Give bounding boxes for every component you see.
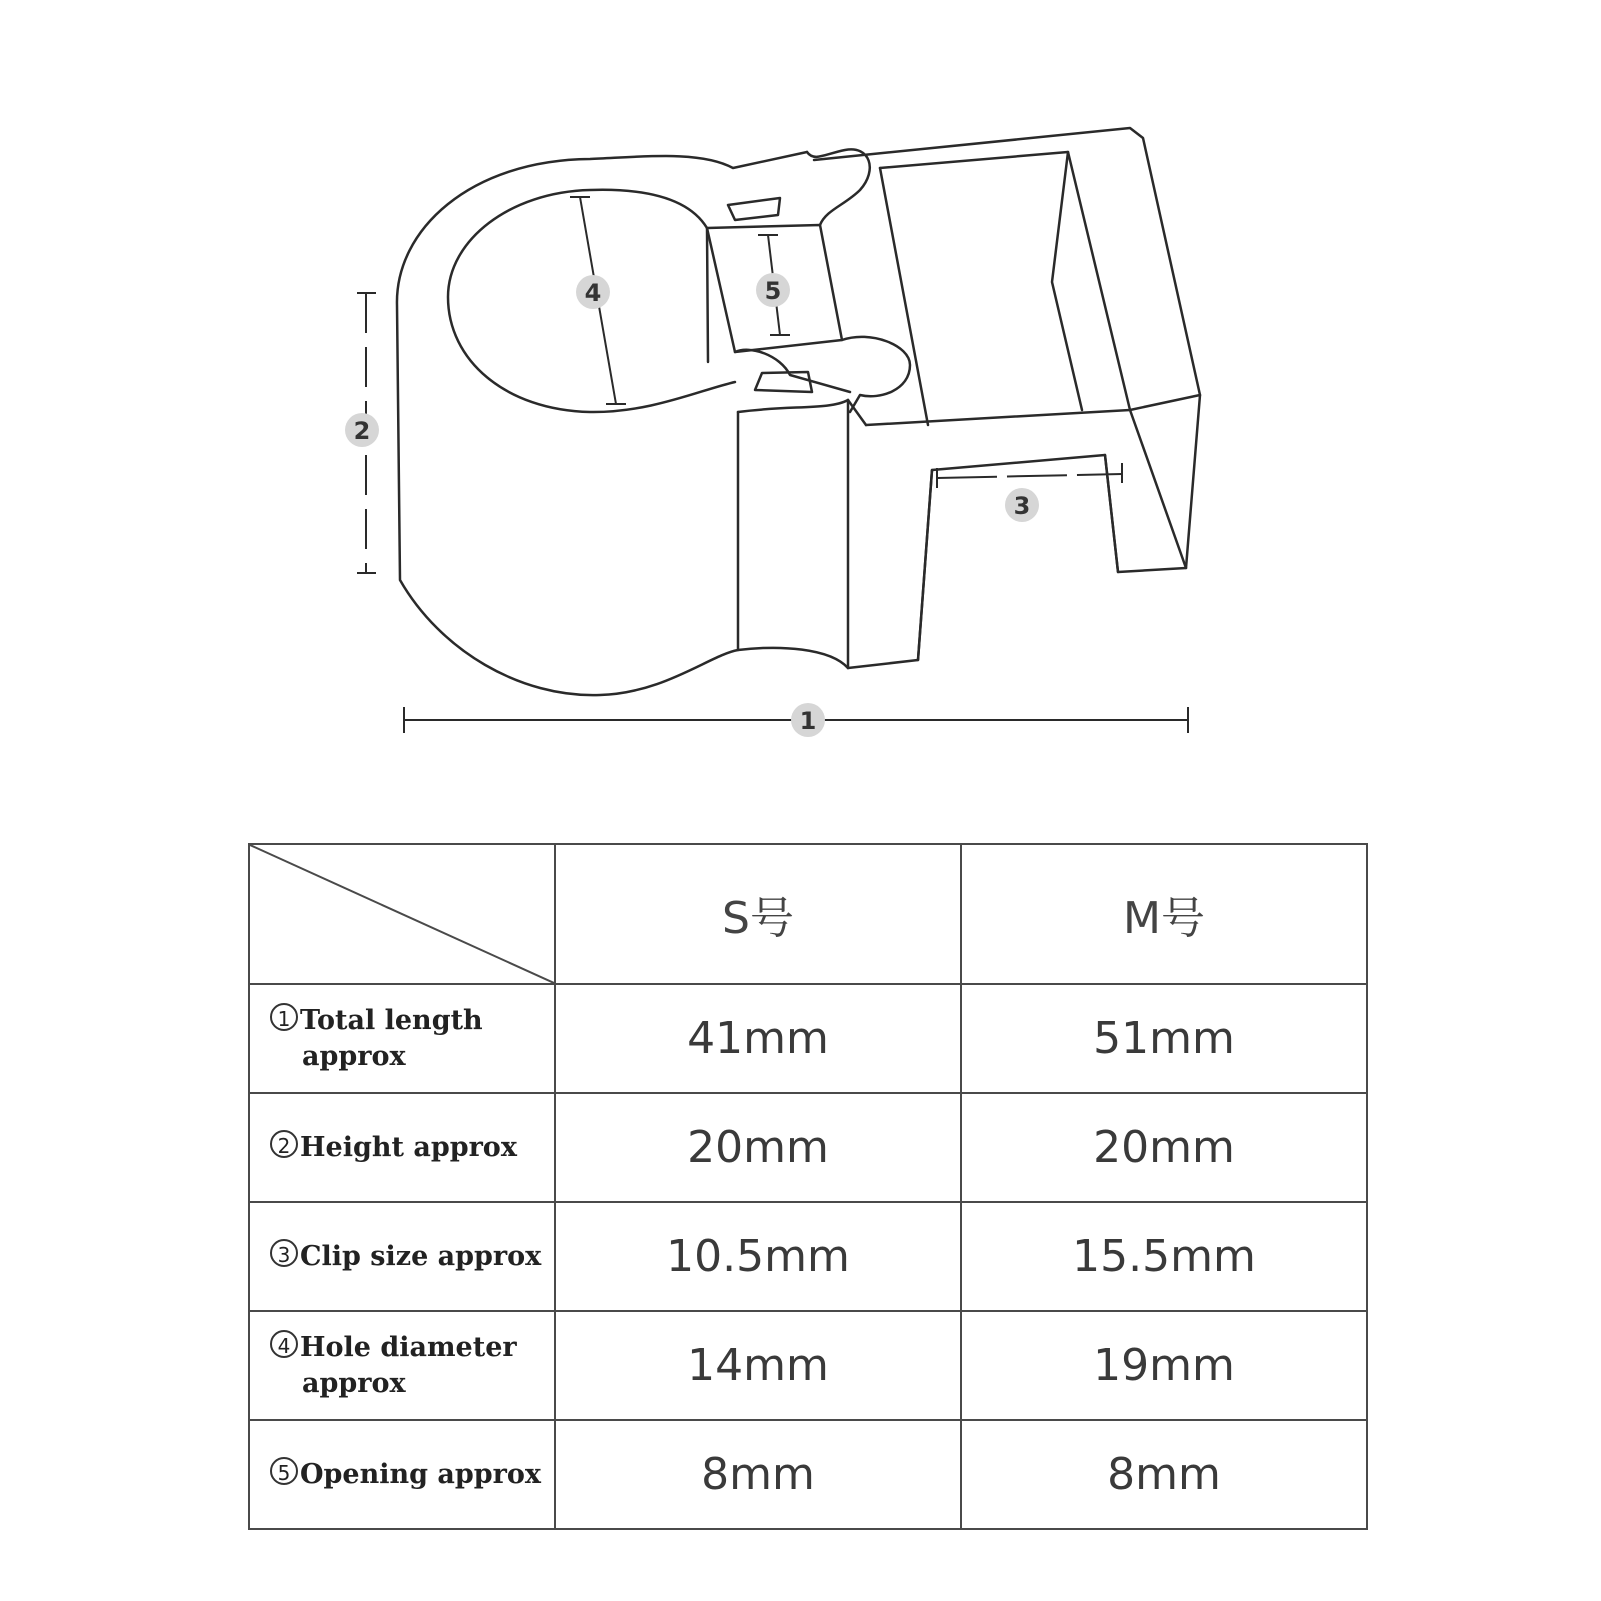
row-number: 1 (270, 1003, 298, 1031)
clip-ring-outline (397, 152, 848, 695)
column-header-m: M号 (961, 844, 1367, 984)
size-spec-table (248, 843, 1368, 1530)
value-s: 41mm (555, 984, 961, 1093)
row-label: 3 Clip size approx (249, 1202, 555, 1311)
value-s: 8mm (555, 1420, 961, 1529)
table-row (249, 1420, 1367, 1529)
svg-text:1: 1 (799, 707, 817, 735)
svg-text:5: 5 (764, 277, 782, 305)
table-row (249, 1093, 1367, 1202)
value-m: 19mm (961, 1311, 1367, 1420)
marker-5 (756, 273, 790, 307)
svg-text:3: 3 (1013, 492, 1031, 520)
row-number: 2 (270, 1130, 298, 1158)
value-m: 8mm (961, 1420, 1367, 1529)
value-m: 15.5mm (961, 1202, 1367, 1311)
table-row (249, 984, 1367, 1093)
table-header-row (249, 844, 1367, 984)
svg-text:4: 4 (584, 279, 602, 307)
value-s: 20mm (555, 1093, 961, 1202)
table-corner-cell (249, 844, 555, 984)
value-s: 10.5mm (555, 1202, 961, 1311)
marker-3 (1005, 488, 1039, 522)
row-label: 4 Hole diameter approx (249, 1311, 555, 1420)
row-number: 5 (270, 1457, 298, 1485)
row-label: 5 Opening approx (249, 1420, 555, 1529)
clip-box-outline (814, 128, 1200, 668)
svg-text:2: 2 (353, 417, 371, 445)
value-s: 14mm (555, 1311, 961, 1420)
value-m: 20mm (961, 1093, 1367, 1202)
column-header-s: S号 (555, 844, 961, 984)
marker-4 (576, 275, 610, 309)
row-label: 1 Total length approx (249, 984, 555, 1093)
value-m: 51mm (961, 984, 1367, 1093)
table-row (249, 1311, 1367, 1420)
marker-1 (791, 703, 825, 737)
row-label: 2 Height approx (249, 1093, 555, 1202)
row-number: 4 (270, 1330, 298, 1358)
row-number: 3 (270, 1239, 298, 1267)
table-row (249, 1202, 1367, 1311)
marker-2 (345, 413, 379, 447)
clip-diagram (0, 0, 1601, 780)
